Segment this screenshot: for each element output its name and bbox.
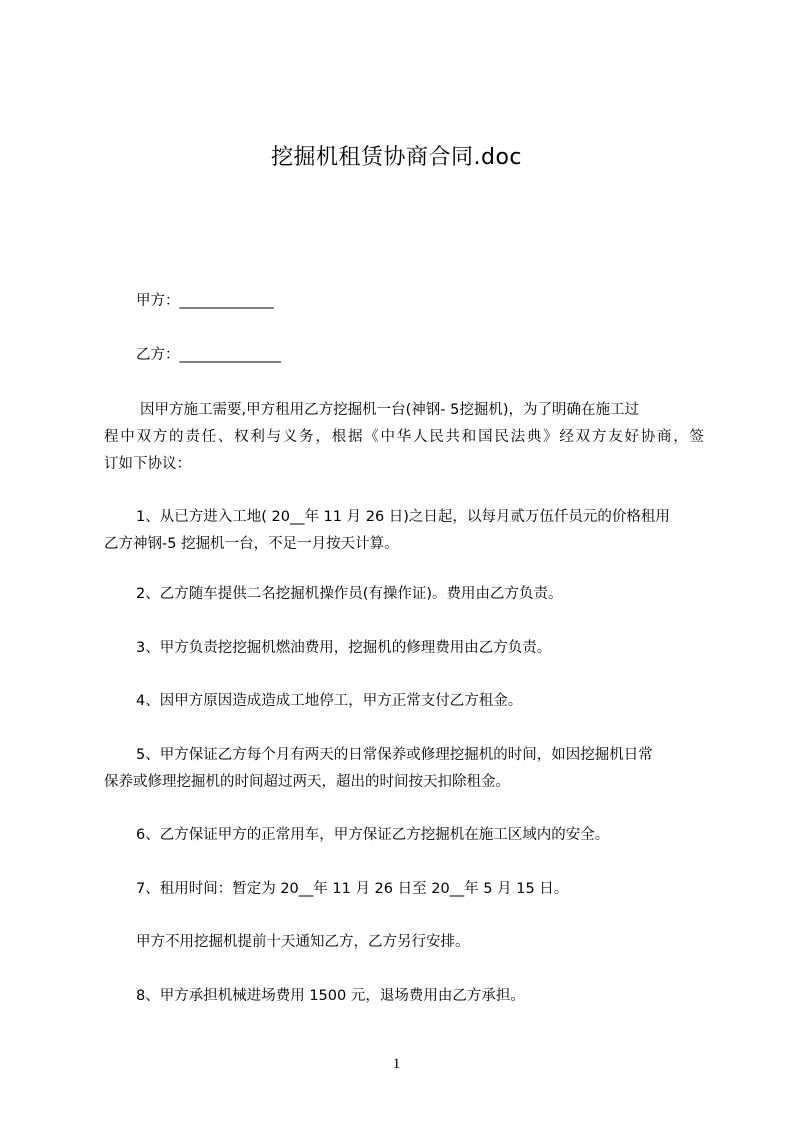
clause-1-line-1: 1、从已方进入工地( 20__年 11 月 26 日)之日起，以每月贰万伍仟员元的价格租用: [136, 509, 670, 525]
clause-6: 6、乙方保证甲方的正常用车，甲方保证乙方挖掘机在施工区域内的安全。: [136, 827, 610, 843]
clause-8: 8、甲方承担机械进场费用 1500 元，退场费用由乙方承担。: [136, 988, 525, 1004]
page-number: 1: [392, 1056, 401, 1072]
clause-2: 2、乙方随车提供二名挖掘机操作员(有操作证)。费用由乙方负责。: [136, 586, 563, 602]
clause-4: 4、因甲方原因造成造成工地停工，甲方正常支付乙方租金。: [136, 693, 523, 709]
clause-5-line-1: 5、甲方保证乙方每个月有两天的日常保养或修理挖掘机的时间，如因挖掘机日常: [136, 747, 653, 763]
clause-7-note: 甲方不用挖掘机提前十天通知乙方，乙方另行安排。: [136, 934, 470, 950]
intro-line-1: 因甲方施工需要,甲方租用乙方挖掘机一台(神钢- 5挖掘机)，为了明确在施工过: [140, 402, 639, 418]
party-b-line: 乙方：______________: [136, 347, 281, 363]
clause-5-line-2: 保养或修理挖掘机的时间超过两天，超出的时间按天扣除租金。: [104, 774, 510, 790]
intro-line-2: 程中双方的责任、权利与义务，根据《中华人民共和国民法典》经双方友好协商，签: [104, 429, 704, 445]
clause-7: 7、租用时间：暂定为 20__年 11 月 26 日至 20__年 5 月 15 日。: [136, 881, 569, 897]
intro-line-3: 订如下协议：: [104, 456, 191, 472]
clause-1-line-2: 乙方神钢-5 挖掘机一台，不足一月按天计算。: [104, 536, 399, 552]
document-title: 挖掘机租赁协商合同.doc: [270, 145, 522, 170]
party-a-line: 甲方：_____________: [136, 293, 274, 309]
clause-3: 3、甲方负责挖挖掘机燃油费用，挖掘机的修理费用由乙方负责。: [136, 640, 552, 656]
